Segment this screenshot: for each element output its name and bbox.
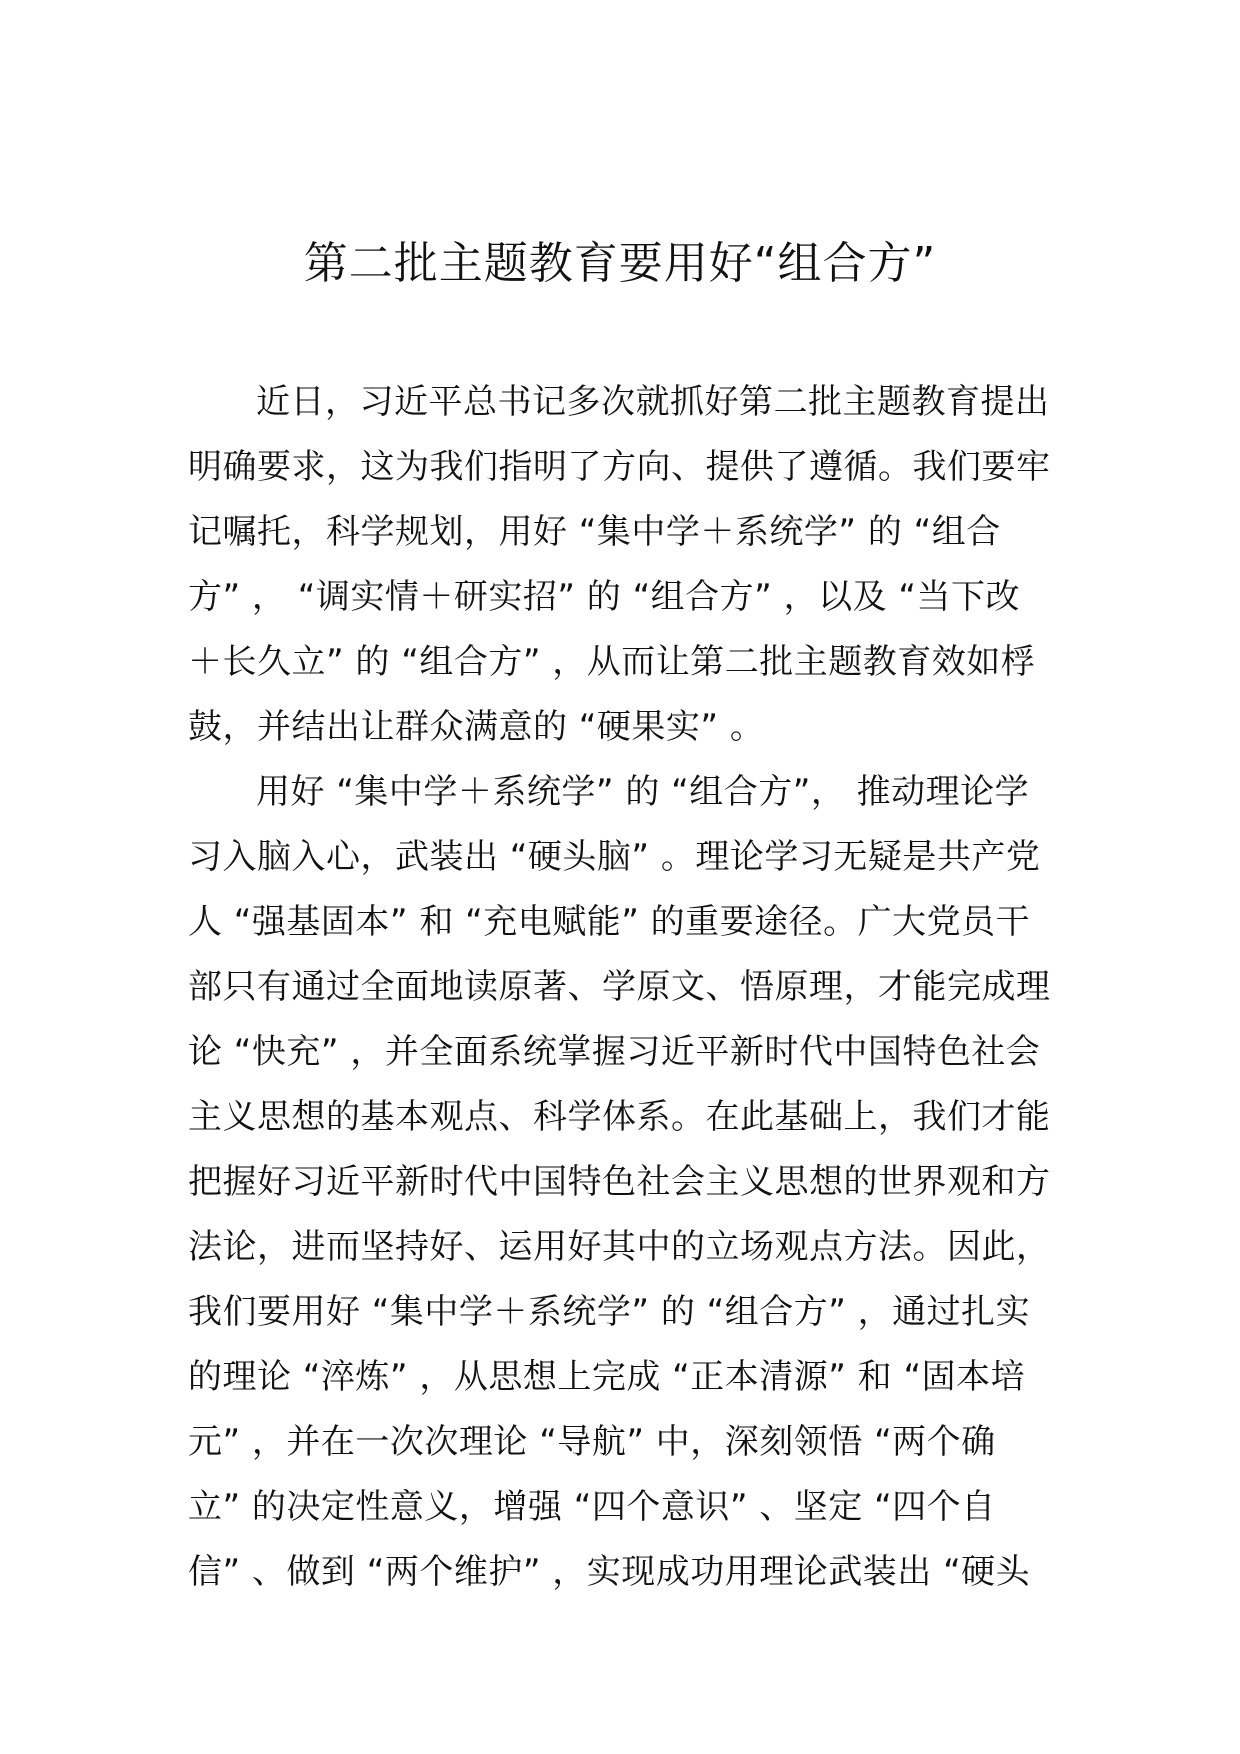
document-title: 第二批主题教育要用好“组合方” bbox=[303, 238, 937, 289]
text-line: 记嘱托，科学规划，用好 “集中学＋系统学” 的 “组合 bbox=[188, 512, 1001, 552]
text-line: 我们要用好 “集中学＋系统学” 的 “组合方” ，通过扎实 bbox=[188, 1292, 1031, 1332]
paragraph-2 bbox=[188, 760, 1058, 1605]
text-line: ＋长久立” 的 “组合方” ，从而让第二批主题教育效如桴 bbox=[188, 642, 1036, 682]
text-line: 人 “强基固本” 和 “充电赋能” 的重要途径。广大党员干 bbox=[188, 902, 1031, 942]
text-line: 把握好习近平新时代中国特色社会主义思想的世界观和方 bbox=[188, 1162, 1051, 1202]
text-line: 习入脑入心，武装出 “硬头脑” 。理论学习无疑是共产党 bbox=[188, 837, 1041, 877]
text-line: 法论，进而坚持好、运用好其中的立场观点方法。因此， bbox=[188, 1227, 1051, 1267]
text-line: 近日，习近平总书记多次就抓好第二批主题教育提出 bbox=[256, 382, 1050, 422]
text-line: 部只有通过全面地读原著、学原文、悟原理，才能完成理 bbox=[188, 967, 1051, 1007]
document-body bbox=[188, 370, 1058, 1605]
text-line: 信” 、做到 “两个维护” ，实现成功用理论武装出 “硬头 bbox=[188, 1552, 1031, 1592]
text-line: 的理论 “淬炼” ，从思想上完成 “正本清源” 和 “固本培 bbox=[188, 1357, 1026, 1397]
text-line: 用好 “集中学＋系统学” 的 “组合方”， 推动理论学 bbox=[256, 772, 1030, 812]
paragraph-1 bbox=[188, 370, 1058, 760]
text-line: 方” ， “调实情＋研实招” 的 “组合方” ，以及 “当下改 bbox=[188, 577, 1021, 617]
text-line: 主义思想的基本观点、科学体系。在此基础上，我们才能 bbox=[188, 1097, 1051, 1137]
text-line: 立” 的决定性意义，增强 “四个意识” 、坚定 “四个自 bbox=[188, 1487, 996, 1527]
text-line: 论 “快充” ，并全面系统掌握习近平新时代中国特色社会 bbox=[188, 1032, 1041, 1072]
text-line: 明确要求，这为我们指明了方向、提供了遵循。我们要牢 bbox=[188, 447, 1051, 487]
text-line: 元” ，并在一次次理论 “导航” 中，深刻领悟 “两个确 bbox=[188, 1422, 996, 1462]
text-line: 鼓，并结出让群众满意的 “硬果实” 。 bbox=[188, 707, 765, 747]
